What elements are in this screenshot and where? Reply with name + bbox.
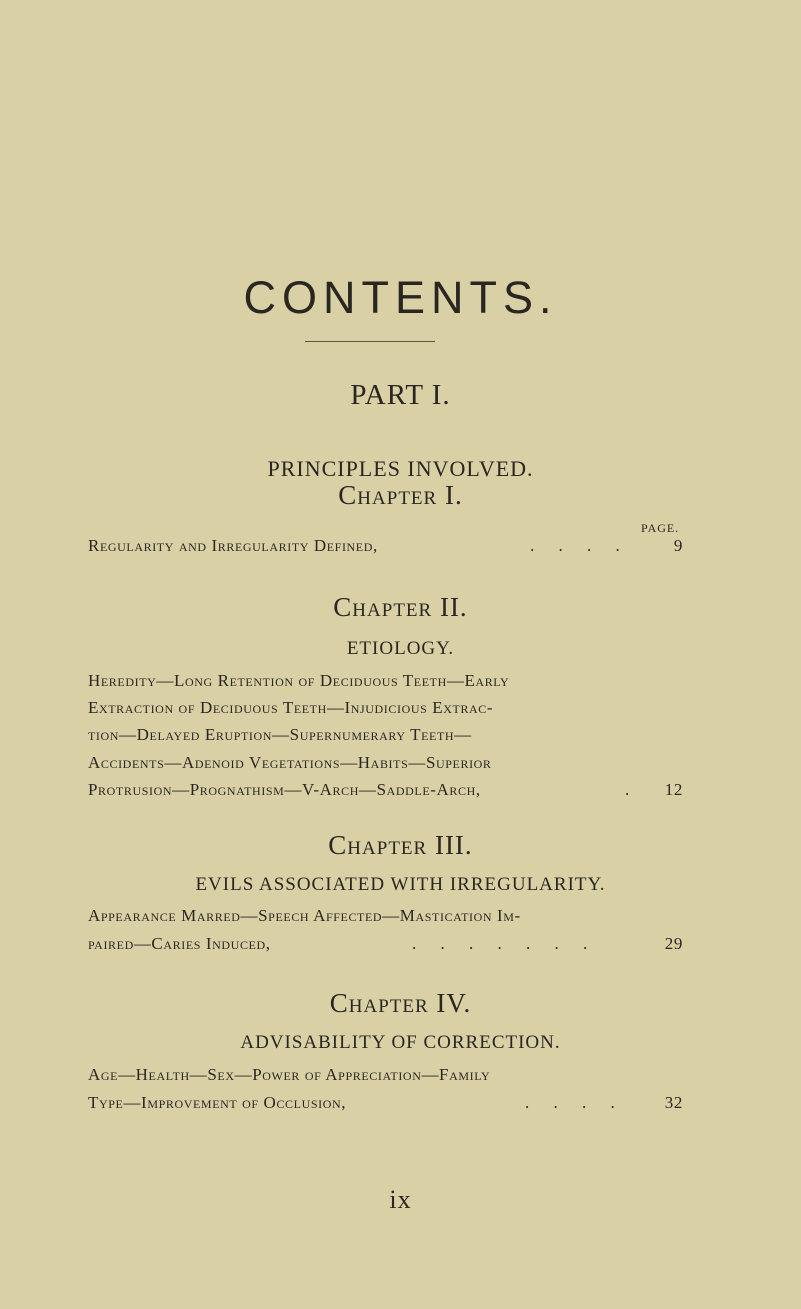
- entry-line: Appearance Marred—Speech Affected—Mastication Im-: [88, 906, 521, 925]
- entry-line: tion—Delayed Eruption—Supernumerary Teeth—: [88, 725, 472, 744]
- part-title: PART I.: [350, 379, 451, 411]
- chapter-1-heading: Chapter I.: [338, 480, 463, 510]
- page-number: 12: [664, 780, 683, 799]
- entry-line: Protrusion—Prognathism—V-Arch—Saddle-Arch,: [88, 780, 481, 799]
- chapter-2-entry: [88, 671, 683, 811]
- entry-line: Accidents—Adenoid Vegetations—Habits—Superior: [88, 753, 492, 772]
- title-rule: [305, 341, 435, 342]
- chapter-1-entry: [88, 536, 683, 562]
- page-folio: ix: [389, 1185, 412, 1214]
- chapter-2-heading: Chapter II.: [333, 592, 468, 622]
- dot-leader: .: [625, 780, 640, 799]
- page-number: 9: [673, 536, 683, 555]
- page-number: 29: [664, 934, 683, 953]
- chapter-2-subtitle: ETIOLOGY.: [346, 638, 455, 659]
- page-number: 32: [664, 1093, 683, 1112]
- entry-line: paired—Caries Induced,: [88, 934, 271, 953]
- chapter-3-subtitle: EVILS ASSOCIATED WITH IRREGULARITY.: [195, 874, 606, 895]
- chapter-4-subtitle: ADVISABILITY OF CORRECTION.: [240, 1032, 561, 1053]
- page-column-label: PAGE.: [641, 521, 680, 535]
- entry-line: Regularity and Irregularity Defined,: [88, 536, 378, 555]
- dot-leader: . . . .: [530, 536, 630, 555]
- dot-leader: . . . .: [525, 1093, 625, 1112]
- chapter-4-entry: [88, 1065, 683, 1121]
- chapter-4-heading: Chapter IV.: [329, 988, 472, 1018]
- entry-line: Extraction of Deciduous Teeth—Injudicious Extrac-: [88, 698, 494, 717]
- chapter-3-entry: [88, 906, 683, 962]
- part-subtitle: PRINCIPLES INVOLVED.: [267, 456, 534, 481]
- entry-line: Age—Health—Sex—Power of Appreciation—Family: [88, 1065, 491, 1084]
- entry-line: Type—Improvement of Occlusion,: [88, 1093, 347, 1112]
- dot-leader: . . . . . . .: [412, 934, 598, 953]
- chapter-3-heading: Chapter III.: [328, 830, 473, 860]
- contents-heading: CONTENTS.: [243, 272, 558, 323]
- entry-line: Heredity—Long Retention of Deciduous Teeth—Early: [88, 671, 510, 690]
